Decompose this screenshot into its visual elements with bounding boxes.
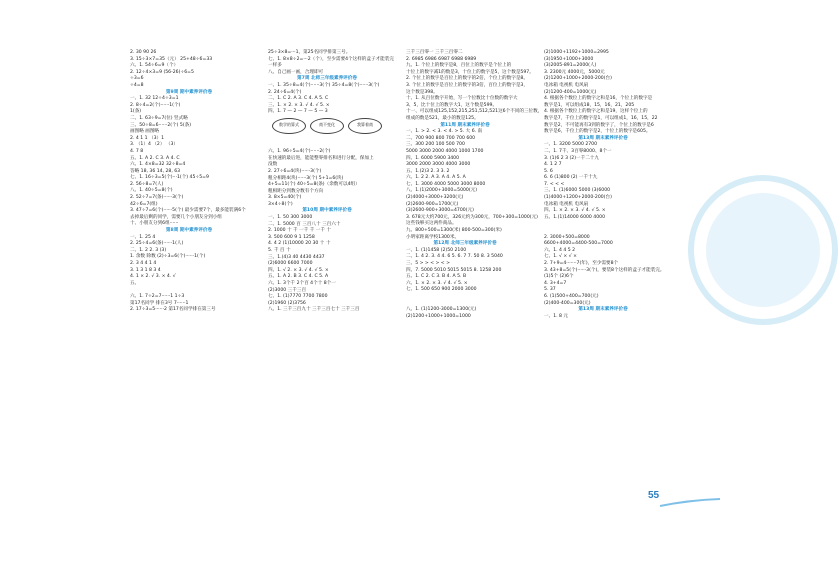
answer-line: (2)1000+1192+1000=2995 xyxy=(544,50,609,55)
answer-line: 2. 3 4 4 1 4 xyxy=(130,261,157,266)
answer-line: 数字是6，千位上的数字是2，十位上的数字是605。 xyxy=(544,129,651,135)
answer-line: 5. 千 百 十 xyxy=(268,248,291,254)
answer-line: 六、1. × 2. × 3. √ 4. √ 5. × xyxy=(406,280,468,286)
answer-line: 三、1. × 2. × 3. √ 4. √ 5. × xyxy=(268,102,330,108)
answer-line: 组成的数是521，最小的数是125。 xyxy=(406,115,479,121)
answer-line: 画图略 画图略 xyxy=(130,129,160,135)
answer-line: 答略 18, 36 14, 28, 63 xyxy=(130,168,181,174)
answer-line: (2)1200+1000+1000=1000 xyxy=(406,313,471,319)
answer-line: 二、1. 2 2. 3 (3) xyxy=(130,247,167,253)
answer-line: 数字是2，不可能再有3到的数字了，个位上的数字是6 xyxy=(544,122,654,128)
answer-line: 六、1. 7÷2=7······1 1÷3 xyxy=(130,293,185,299)
section-heading: 第11周 期末素养评价卷 xyxy=(440,122,490,128)
answer-line: 三、1.(4)3 40 4430 4437 xyxy=(268,254,325,260)
answer-line: 三、1. (1)6000 5000 (3)6000 xyxy=(544,188,611,194)
answer-column-3 xyxy=(406,50,543,320)
section-heading: 第7周 北师三年级素养评价卷 xyxy=(297,76,357,82)
answer-line: 六、1. 54÷6=9（个） xyxy=(130,63,179,69)
answer-line: 一、1. 50 300 3000 xyxy=(268,215,313,221)
answer-line: 六、1. 4×8=32 32÷8=4 xyxy=(130,162,186,168)
answer-line: 六、1. 96÷5=4(个)······2(个) xyxy=(268,149,331,155)
answer-line: 二、1. 63÷9=7(位) 竖式略 xyxy=(130,115,188,121)
section-heading: 第8周 期中素养评价卷 xyxy=(165,228,213,234)
answer-line: 八、1. 40÷5=8(个) xyxy=(130,188,173,194)
matching-diagram-space xyxy=(130,287,248,294)
answer-line: 五、 xyxy=(130,280,140,286)
answer-column-1 xyxy=(130,50,248,314)
answer-line: 2. 1000 十 千 一千 千 一千 十 xyxy=(268,228,332,234)
answer-line: (2)3000 三千三百 xyxy=(268,287,307,293)
answer-line: 3000 2000 3000 4000 3000 xyxy=(406,162,471,168)
answer-line: 二、1. 4 2. 3. 4 4. 6 5. 6. 7 7. 50 8. 3 5040 xyxy=(406,254,503,260)
answer-line: 1. 余数 除数 (2)÷3=6(个)······1(个) xyxy=(130,254,206,260)
answer-line: 十、1. 从百位数字开始，写一个位数比十位数的数字大 xyxy=(406,96,518,102)
answer-line: 四、1. × 2. × 3. √ 4. √ 5. × xyxy=(544,208,606,214)
answer-line: 7. < < < xyxy=(544,181,565,187)
answer-line: 十位上的数字减1的数是3，十位上的数字是5，这个数是597。 xyxy=(406,69,534,75)
answer-line: 2. 3000+500=8000 xyxy=(544,234,590,240)
answer-line: 4. 3+4=7 xyxy=(544,280,567,286)
answer-line: 3. 15÷3×7=35（元） 25+48÷6=33 xyxy=(130,56,213,62)
answer-line: 六、1. 2 2. A 3. A 4. A 5. A xyxy=(406,175,466,181)
answer-line: 数字是1，可以组成18，15，16，21，205 xyxy=(544,102,635,108)
oval-label: 商不变化 xyxy=(310,118,344,134)
answer-line: (2)4000+3000+3200(元) xyxy=(406,195,464,201)
answer-line: 六、1. 3个千 2个百 4个十 8个一 xyxy=(268,281,336,286)
answer-line: 这个数是398。 xyxy=(406,89,438,95)
answer-line: 1(条) xyxy=(130,109,142,115)
answer-line: 没数 xyxy=(268,162,278,168)
answer-line: 一、1. 32 12÷4÷3=1 xyxy=(130,96,179,102)
answer-line: 粗分相距4(块)······3(个) 5+1=6(块) xyxy=(268,175,344,181)
answer-line: 二、700 900 800 700 700 600 xyxy=(406,135,476,141)
answer-line: 三、300 200 100 500 700 xyxy=(406,142,465,148)
answer-line: 5. 37 xyxy=(544,287,556,293)
answer-line: 5000 3000 2000 4000 1000 1700 xyxy=(406,148,484,154)
matching-diagram-space xyxy=(544,228,662,235)
answer-line: 四、1. 6000 5900 3400 xyxy=(406,155,460,161)
answer-line: (2)1960 (2)3756 xyxy=(268,300,306,306)
answer-line: 三、5 > > < > < > xyxy=(406,261,450,266)
answer-line: 2. 12÷4×3=9 (56-26)÷6=5 xyxy=(130,69,194,75)
answer-line: 七、1. 3000 4000 5000 3000 8000 xyxy=(406,181,486,187)
answer-line: 一、1. > 2. < 3. < 4. > 5. 大 6. 南 xyxy=(406,129,483,135)
answer-line: 2. 17÷3=5······2 第17名同学排在第三号 xyxy=(130,307,216,313)
answer-line: 九、1. 个位上的数字是8，百位上的数字是个位上的 xyxy=(406,63,512,69)
page-number: 55 xyxy=(648,490,660,501)
answer-line: 二、1. 5000 百 三百八十 三百六十 xyxy=(268,221,341,227)
answer-line: 2. 8÷4=2(个)······1(个) xyxy=(130,102,181,108)
answer-line: 4. 根据各个数位上的数字之和是16，个位上的数字是 xyxy=(544,96,653,102)
answer-line: 四、1. 7 — 2 — 7 — 5 — 3 xyxy=(268,109,328,115)
answer-line: 十一、可以组成125,152,215,251,512,521这6个不同的三位数， xyxy=(406,109,543,115)
answer-line: 电冰箱 电视机 电风扇 xyxy=(544,82,589,88)
answer-line: 6600+4000=4400-500=7000 xyxy=(544,241,613,247)
answer-line: 一、1. 35÷8=4(个)······3(个) 35÷4=8(个)······3(个) xyxy=(268,82,380,88)
answer-line: 4. 4 2 (1)10000 20 30 十 十 xyxy=(268,241,331,247)
answer-line: 42÷6=7(组) xyxy=(130,201,158,207)
answer-line: 八、1.(1)2000+3000=5000(元) xyxy=(406,188,478,194)
answer-line: 第17名同学 排在3号 7······1 xyxy=(130,300,189,306)
matching-diagram-space xyxy=(268,136,386,143)
answer-line: 3. 个位上的数字是百位上的数字的3倍，百位上的数字是3， xyxy=(406,82,528,88)
answer-column-2 xyxy=(268,50,394,314)
answer-line: 4. 1 2 7 xyxy=(544,162,562,168)
answer-line: ÷4=8 xyxy=(130,82,144,88)
answer-line: 2. 4 1 1 （3）1 xyxy=(130,135,165,141)
answer-line: 一、1. 8 元 xyxy=(544,313,569,319)
answer-line: 3×4÷8(个) xyxy=(268,201,293,207)
answer-line: (1)4000+1200+2000-200(台) xyxy=(544,195,612,201)
section-heading: 第12周 北师三年级素养评价卷 xyxy=(433,241,497,247)
answer-line: 4+5=11(个) 40÷5=8(条)（余数可以4组） xyxy=(268,182,360,188)
answer-line: 去掉最后剩的同学，需要几个小朋友分到小组 xyxy=(130,214,222,220)
watermark-seal-center xyxy=(706,193,820,307)
answer-line: 3. （1）4 （2） （3） xyxy=(130,142,179,148)
answer-line: 6. 6 (1)800 (2) 一千十九 xyxy=(544,175,598,181)
answer-line: 2. 25÷4=6(条)······1(人) xyxy=(130,241,184,247)
answer-line: 2. 个位上的数字是百位上的数字的2倍，个位上的数字是8。 xyxy=(406,76,528,82)
answer-line: (1)5个 (2)6个 xyxy=(544,274,574,280)
answer-line: 五、1. A 2. C 3. A 4. C xyxy=(130,155,180,161)
answer-line: 六、1. 4 4 5 2 xyxy=(544,247,576,253)
oval-diagram xyxy=(268,116,386,136)
answer-line: 二、1. C 2. A 3. C 4. A 5. C xyxy=(268,96,329,102)
answer-line: (3)1950+1000+3000 xyxy=(544,56,594,62)
answer-line: 6. (1)500+400=700(元) xyxy=(544,293,599,299)
answer-line: 2. 30 90 26 xyxy=(130,50,157,55)
matching-diagram-space xyxy=(406,294,524,301)
answer-line: (2)1200-400=1000(元) xyxy=(544,89,597,95)
matching-diagram-space xyxy=(544,221,662,228)
answer-line: (3)2005-891=2000(人) xyxy=(544,63,597,69)
answer-line: ÷3=6 xyxy=(130,76,144,82)
answer-line: 3. 500 600 9 1 1258 xyxy=(268,234,315,240)
answer-line: 4. 1 × 2. √ 3. × 4. √ xyxy=(130,274,176,280)
answer-line: 这些钱够买这两件商品。 xyxy=(406,221,457,227)
answer-line: 5. 6 xyxy=(544,168,553,174)
answer-line: 电冰箱 电视机 电风扇 xyxy=(544,201,589,207)
answer-line: 一、1. 3200 5000 2700 xyxy=(544,142,598,148)
answer-line: 在快速的最后进，能能整零排名和进行分配，保加上 xyxy=(268,155,374,161)
answer-line: 二、1. 7千、3百零8000、8个一 xyxy=(544,148,612,154)
answer-line: 2. 24÷6=4(个) xyxy=(268,89,302,95)
answer-line: 3. 8×5=40(个) xyxy=(268,195,302,201)
oval-label: 我算着商 xyxy=(348,118,382,134)
answer-line: 五、1.(1)14000 6000 4000 xyxy=(544,214,605,220)
section-heading: 第13周 期末素养评价卷 xyxy=(578,135,628,141)
answer-line: (2)2600-900=1700(元) xyxy=(406,201,459,207)
answer-line: 十、小朋友分到6组······ xyxy=(130,221,179,227)
answer-line: 粗相距分到数分数有个方向 xyxy=(268,188,324,194)
answer-column-4 xyxy=(544,50,665,320)
answer-line: 3. (1)6 2 3 (2)一千二十九 xyxy=(544,155,599,161)
section-heading: 第13周 期末素养评价卷 xyxy=(578,307,628,313)
page-number-swoosh xyxy=(660,498,720,508)
oval-label: 数学的算式 xyxy=(272,118,306,134)
answer-line: 2. 52÷7=7(条)······3(个) xyxy=(130,195,184,201)
answer-line: 九、800+500=1300(米) 800-500=300(米) xyxy=(406,228,502,234)
section-heading: 第9周 期中素养评价卷 xyxy=(165,89,213,95)
answer-line: 4. 根据各个数位上的数字之和是19，这样个位上的 xyxy=(544,109,648,115)
answer-line: 五、1.(2)3 2. 3 3. 2 xyxy=(406,168,450,174)
answer-line: 25÷3×8=···1，第25名同学排第三号。 xyxy=(268,50,351,55)
answer-line: 一、1. (1)1458 (2)50 2100 xyxy=(406,247,467,253)
answer-line: 五、1. A 2. B 3. C 4. C 5. A xyxy=(268,274,329,280)
answer-line: 4. 7 8 xyxy=(130,148,144,154)
answer-line: 3. 2300元 4000元，5000元 xyxy=(544,69,605,75)
answer-line: 3. 678元大约700元，326元约为300元，700+300=1000(元) xyxy=(406,214,538,220)
answer-line: 2. 7+9=4·······7(年)，至少需要8个 xyxy=(544,261,619,266)
answer-line: 五、1. C 2. C 3. B 4. A 5. B xyxy=(406,274,467,280)
answer-line: (2)400-400=300(元) xyxy=(544,300,591,306)
answer-line: 一、1. 25 4 xyxy=(130,234,156,240)
answer-line: 八、自己画一画，合理即可 xyxy=(268,69,324,75)
answer-line: 七、1. √ × √ × xyxy=(544,254,577,260)
answer-line: 2. 6985 6986 6987 6988 6989 xyxy=(406,56,477,62)
answer-line: 七、1. 16÷3=5(个)···1(个) 45÷5=9 xyxy=(130,175,209,181)
answer-line: 3. 43+8=5(个)······3(个)，要装8个这样的盒子才能装完。 xyxy=(544,267,665,273)
answer-line: (2)1200+1000+2000-200(台) xyxy=(544,76,612,82)
answer-line: 数字是7，千位上的数字是1，可以组成1，16，15，22 xyxy=(544,115,658,121)
answer-line: 2. 56÷8=7(人) xyxy=(130,181,164,187)
answer-line: 七、1. 8×8÷2=···2（个），至少需要4个这样的盒子才能装完 xyxy=(268,56,394,62)
answer-line: 三、50÷8=6······2(个) 5(条) xyxy=(130,122,191,128)
answer-line: 三千三百零一 三千三百零二 xyxy=(406,50,463,55)
answer-line: 八、1. (1)1200-3000=1300(元) xyxy=(406,307,477,313)
answer-line: 四、1. √ 2. × 3. √ 4. √ 5. × xyxy=(268,267,329,273)
answer-line: 七、1. 500 650 900 2000 3000 xyxy=(406,287,477,293)
section-heading: 第10周 期中素养评价卷 xyxy=(302,208,352,214)
answer-line: (3)2600-900+3000=4700(元) xyxy=(406,208,474,214)
answer-line: 3、5，比十位上的数字大1，这个数是599。 xyxy=(406,102,498,108)
answer-line: 3. 47÷7=6(个)······5(个) 最少需要7个，最多能装满6个 xyxy=(130,208,246,214)
answer-line: 四、7. 5000 5010 5015 5015 8. 1258 200 xyxy=(406,267,502,273)
answer-line: 小明家距离学校1300米。 xyxy=(406,234,460,240)
answer-line: 3. 1 3 1 8 3 4 xyxy=(130,267,161,273)
answer-line: 2. 27÷6=4(块)······3(个) xyxy=(268,168,322,174)
answer-line: 一样多 xyxy=(268,63,282,69)
answer-line: (2)6000 6600 7000 xyxy=(268,261,313,267)
answer-line: 七、1. (1)7770 7700 7800 xyxy=(268,294,328,300)
answer-line: 八、1. 三千三百九十 三千三百七十 三千三百 xyxy=(268,307,360,313)
